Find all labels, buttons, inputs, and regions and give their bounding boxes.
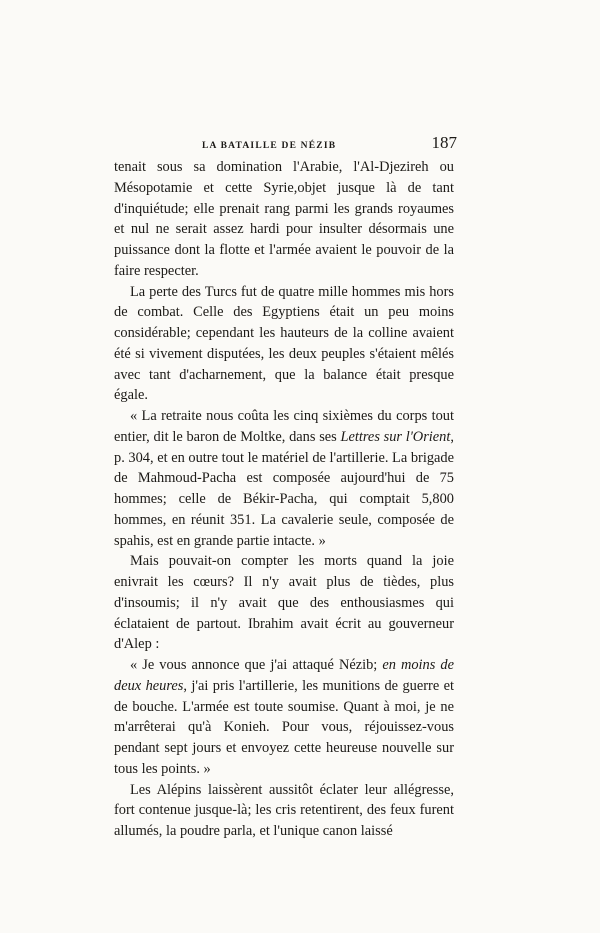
body-text — [114, 157, 454, 842]
paragraph-3-text-b: , p. 304, et en outre tout le matériel de l'artillerie. La brigade de Mahmoud-Pacha est composée aujourd'hui de 75 hommes; celle de Békir-Pacha, qui comptait 5,800 hommes, en réunit 351. La cavalerie seule, composée de spahis, est en grande partie intacte. » — [114, 428, 454, 549]
paragraph-4-text: Mais pouvait-on compter les morts quand la joie enivrait les cœurs? Il n'y avait plus de tièdes, plus d'insoumis; il n'y avait que des enthousiasmes qui éclataient de partout. Ibrahim avait écrit au gouverneur d'Alep : — [114, 553, 454, 653]
paragraph-6-text: Les Alépins laissèrent aussitôt éclater leur allégresse, fort contenue jusque-là; les cris retentirent, des feux furent allumés, la poudre parla, et l'unique canon laissé — [114, 781, 454, 839]
paragraph-3-book-title: Lettres sur l'Orient — [340, 428, 451, 445]
paragraph-2-text: La perte des Turcs fut de quatre mille hommes mis hors de combat. Celle des Egyptiens était un peu moins considérable; cependant les hauteurs de la colline avaient été si vivement disputées, les deux peuples s'étaient mêlés avec tant d'acharnement, que la balance était presque égale. — [114, 283, 454, 404]
paragraph-2 — [114, 282, 454, 407]
paragraph-1 — [114, 157, 454, 282]
paragraph-5 — [114, 655, 454, 780]
running-title: LA BATAILLE DE NÉZIB — [202, 141, 337, 151]
paragraph-3 — [114, 406, 454, 551]
paragraph-4 — [114, 551, 454, 655]
paragraph-5-text-b: , j'ai pris l'artillerie, les munitions de guerre et de bouche. L'armée est toute soumise. Quant à moi, je ne m'arrêterai qu'à Konieh. Pour vous, réjouissez-vous pendant sept jours et envoyez cette heureuse nouvelle sur tous les points. » — [114, 677, 454, 777]
paragraph-3-text-a: « La retraite nous coûta les cinq sixièmes du corps tout entier, dit le baron de Moltke, dans ses — [114, 408, 454, 445]
paragraph-5-text-a: « Je vous annonce que j'ai attaqué Nézib; — [130, 657, 383, 673]
paragraph-1-text: tenait sous sa domination l'Arabie, l'Al-Djezireh ou Mésopotamie et cette Syrie,objet jusque là de tant d'inquiétude; elle prenait rang parmi les grands royaumes et nul ne serait assez hardi pour insulter désormais une puissance dont la flotte et l'armée avaient le pouvoir de la faire respecter. — [114, 159, 454, 279]
paragraph-6 — [114, 780, 454, 842]
page-number: 187 — [431, 133, 457, 152]
paragraph-5-emphasis: en moins de deux heures — [114, 657, 454, 694]
